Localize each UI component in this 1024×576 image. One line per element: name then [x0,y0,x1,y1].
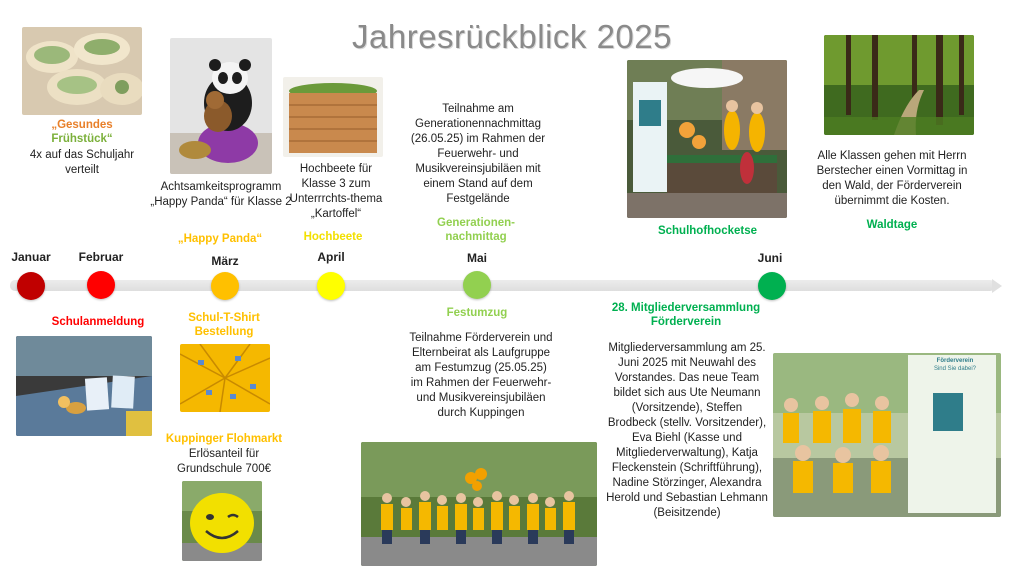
fruehstueck-label [22,118,142,146]
flohmarkt-label: Kuppinger Flohmarkt [165,433,283,445]
dot-mai [463,271,491,299]
festumzug-label: Festumzug [446,307,508,319]
hochbeete-text: Hochbeete für Klasse 3 zum Unterrrchts-thema „Kartoffel“ [289,163,383,220]
versammlung-text: Mitgliederversammlung am 25. Juni 2025 mit Neuwahl des Vorstandes. Das neue Team bildet sich aus Ute Neumann (Vorsitzende), Steffen Brodbeck (stellv. Vorsitzender), Eva Biehl (Kasse und Mitgliederverwaltung), Katja Fleckenstein (Schriftführung), Nadine Störzinger, Alexandra Herold und Sebastian Lehmann (Beisitzende) [606,342,768,519]
waldtage-label: Waldtage [866,219,918,231]
festumzug-text: Teilnahme Förderverein und Elternbeirat als Laufgruppe am Festumzug (25.05.25) im Rahmen der Feuerwehr- und Musikvereinsjubiläen durch Kuppingen [409,332,553,419]
fruehstueck-label-line1: „Gesundes [51,119,113,131]
flohmarkt-smiley-photo [182,481,262,561]
month-januar: Januar [11,250,51,264]
month-maerz: März [211,254,239,268]
dot-januar [17,272,45,300]
hochbeete-photo [283,77,383,157]
banner-line2: Sind Sie dabei? [933,366,977,372]
waldtage-text: Alle Klassen gehen mit Herrn Berstecher einen Vormittag in den Wald, der Förderverein übernimmt die Kosten. [816,150,968,207]
fruehstueck-label-line2: Frühstück“ [51,133,113,145]
dot-maerz [211,272,239,300]
hochbeete-label: Hochbeete [303,231,363,243]
fruehstueck-text: 4x auf das Schuljahr verteilt [29,149,135,176]
dot-februar [87,271,115,299]
flohmarkt-text: Erlösanteil für Grundschule 700€ [177,448,271,475]
generationen-label: Generationen-nachmittag [437,217,515,243]
dot-juni [758,272,786,300]
happy-panda-photo [170,38,272,174]
month-april: April [317,250,345,264]
dot-april [317,272,345,300]
schulhof-label: Schulhofhocketse [657,225,758,237]
schulanmeldung-photo [16,336,152,436]
fruehstueck-photo [22,27,142,115]
month-mai: Mai [466,251,487,265]
month-juni: Juni [757,251,783,265]
versammlung-label: 28. Mitgliederversammlung Förderverein [611,302,761,328]
tshirt-photo [180,344,270,412]
festumzug-photo [361,442,597,566]
banner-line1: Förderverein [936,358,974,364]
schulanmeldung-label: Schulanmeldung [51,316,145,328]
versammlung-photo [773,353,1001,517]
schulhofhocketse-photo [627,60,787,218]
tshirt-label: Schul-T-Shirt Bestellung [188,312,260,338]
panda-text: Achtsamkeitsprogramm „Happy Panda“ für Klasse 2 [150,181,292,208]
generationen-text: Teilnahme am Generationennachmittag (26.05.25) im Rahmen der Feuerwehr- und Musikvereinsjubiläen mit einem Stand auf dem Festgelände [410,103,546,205]
waldtage-photo [824,35,974,135]
timeline-arrow [992,279,1002,293]
panda-label: „Happy Panda“ [177,233,263,245]
month-februar: Februar [78,250,124,264]
page-title: Jahresrückblick 2025 [352,18,672,55]
timeline-bar [10,280,995,291]
